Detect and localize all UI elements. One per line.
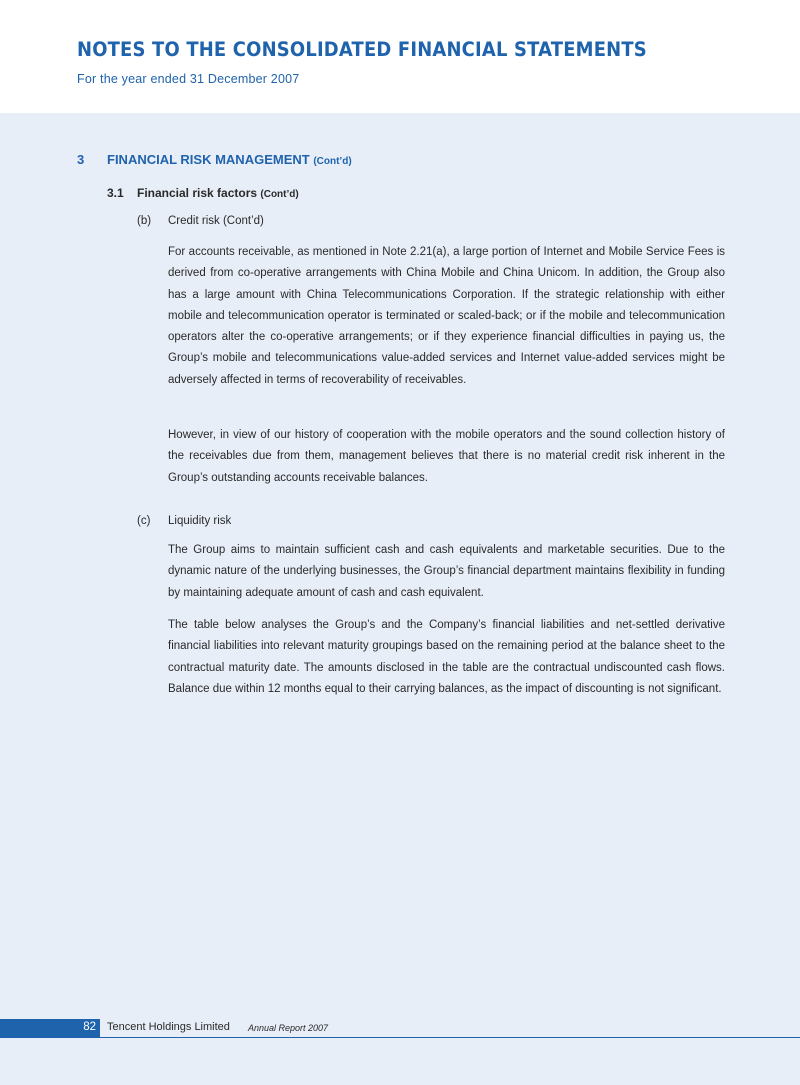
footer-page-number: 82 (83, 1021, 96, 1033)
page-header (0, 0, 800, 113)
credit-risk-paragraph-1: For accounts receivable, as mentioned in Note 2.21(a), a large portion of Internet and Mobile Service Fees is derived from co-operative arrangements with China Mobile and China Unicom. In addition, the Group also has a large amount with China Telecommunications Corporation. If the strategic relationship with either mobile and telecommunication operator is terminated or scaled-back; or if the mobile and telecommunication operators alter the co-operative arrangements; or if they experience financial difficulties in paying us, the Group’s mobile and telecommunications value-added services and Internet value-added services might be adversely affected in terms of recoverability of receivables. (168, 246, 725, 386)
footer-report-title: Annual Report 2007 (248, 1023, 329, 1033)
section-title-text: FINANCIAL RISK MANAGEMENT (107, 152, 310, 167)
item-c-heading: Liquidity risk (168, 515, 232, 527)
subsection-cont-label: (Cont’d) (260, 189, 299, 200)
section-number: 3 (77, 152, 85, 167)
section-title (107, 152, 352, 167)
item-b-label: (b) (137, 215, 152, 227)
page-subtitle: For the year ended 31 December 2007 (77, 72, 300, 86)
subsection-title-text: Financial risk factors (137, 186, 258, 200)
section-cont-label: (Cont’d) (313, 156, 352, 167)
item-c-label: (c) (137, 515, 151, 527)
liquidity-risk-paragraph-1: The Group aims to maintain sufficient cash and cash equivalents and marketable securities. Due to the dynamic nature of the underlying businesses, the Group’s financial department maintains flexibility in funding by maintaining adequate amount of cash and cash equivalent. (168, 544, 725, 599)
subsection-number: 3.1 (107, 186, 124, 200)
credit-risk-paragraph-2: However, in view of our history of cooperation with the mobile operators and the sound collection history of the receivables due from them, management believes that there is no material credit risk inherent in the Group’s outstanding accounts receivable balances. (168, 429, 725, 484)
footer-company-name: Tencent Holdings Limited (107, 1021, 230, 1033)
item-b-heading: Credit risk (Cont’d) (168, 215, 264, 227)
subsection-title (137, 186, 299, 200)
footer-divider (100, 1037, 800, 1038)
page-title: NOTES TO THE CONSOLIDATED FINANCIAL STATEMENTS (77, 38, 647, 61)
liquidity-risk-paragraph-2: The table below analyses the Group’s and the Company’s financial liabilities and net-settled derivative financial liabilities into relevant maturity groupings based on the remaining period at the balance sheet to the contractual maturity date. The amounts disclosed in the table are the contractual undiscounted cash flows. Balance due within 12 months equal to their carrying balances, as the impact of discounting is not significant. (168, 619, 725, 695)
